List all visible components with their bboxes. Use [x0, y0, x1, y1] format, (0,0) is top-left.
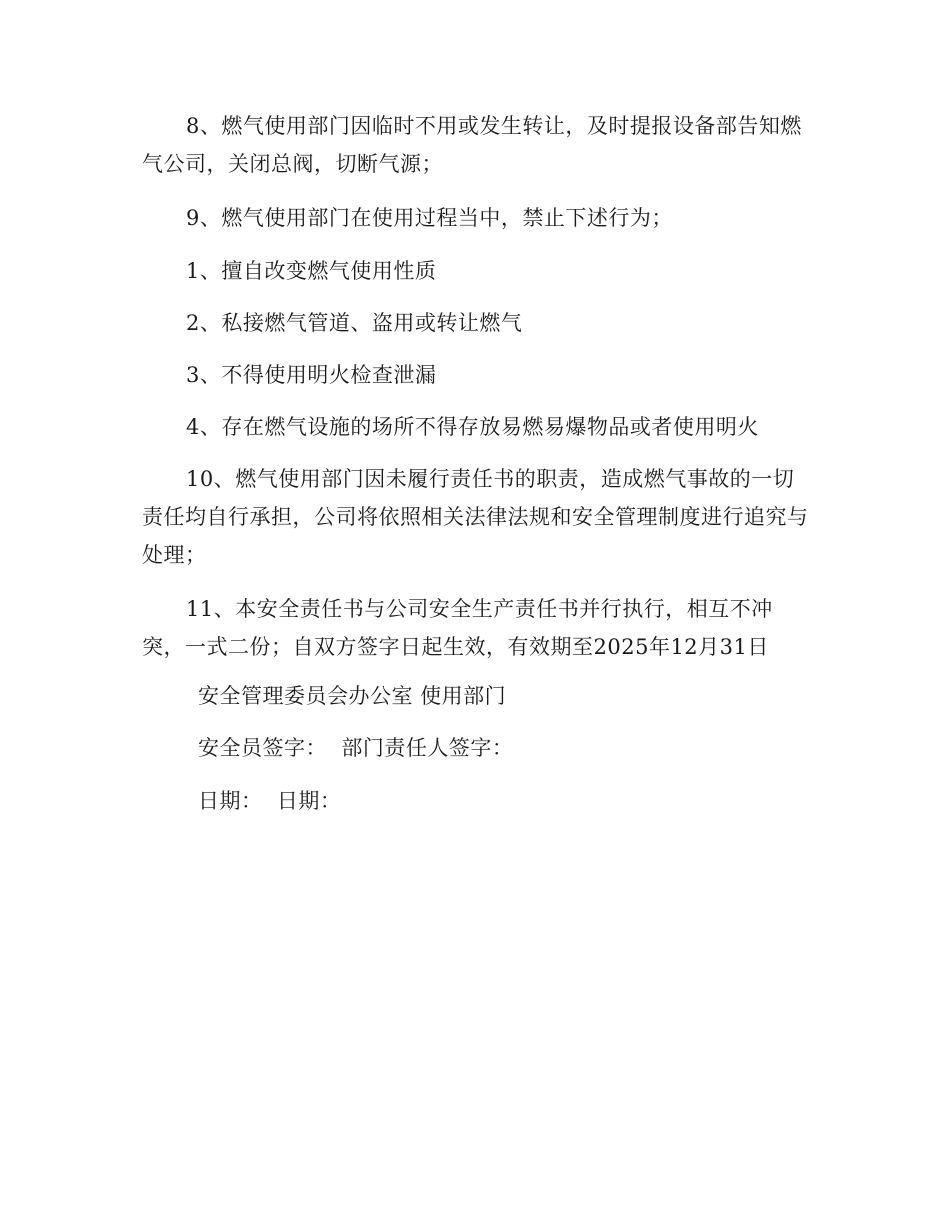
clause-9-text: 9、燃气使用部门在使用过程当中，禁止下述行为； [186, 206, 673, 230]
signature-signers: 安全员签字： 部门责任人签字： [198, 736, 514, 760]
clause-8-text: 8、燃气使用部门因临时不用或发生转让，及时提报设备部告知燃气公司，关闭总阀，切断气源； [142, 114, 802, 176]
prohibition-2 [142, 304, 814, 342]
prohibition-1-text: 1、擅自改变燃气使用性质 [186, 259, 437, 283]
prohibition-3-text: 3、不得使用明火检查泄漏 [186, 363, 437, 387]
prohibition-2-text: 2、私接燃气管道、盗用或转让燃气 [186, 311, 523, 335]
clause-8 [142, 107, 814, 183]
signature-dates: 日期： 日期： [198, 789, 342, 813]
clause-10 [142, 460, 814, 574]
prohibition-1 [142, 252, 814, 290]
clause-11 [142, 590, 814, 666]
prohibition-4-text: 4、存在燃气设施的场所不得存放易燃易爆物品或者使用明火 [186, 415, 759, 439]
clause-10-text: 10、燃气使用部门因未履行责任书的职责，造成燃气事故的一切责任均自行承担，公司将依照相关法律法规和安全管理制度进行追究与处理； [142, 467, 809, 567]
prohibition-4 [142, 408, 814, 446]
clause-9 [142, 199, 814, 237]
signature-parties: 安全管理委员会办公室 使用部门 [198, 684, 507, 708]
clause-11-text: 11、本安全责任书与公司安全生产责任书并行执行，相互不冲突，一式二份；自双方签字日起生效，有效期至2025年12月31日 [142, 597, 773, 659]
prohibition-3 [142, 356, 814, 394]
